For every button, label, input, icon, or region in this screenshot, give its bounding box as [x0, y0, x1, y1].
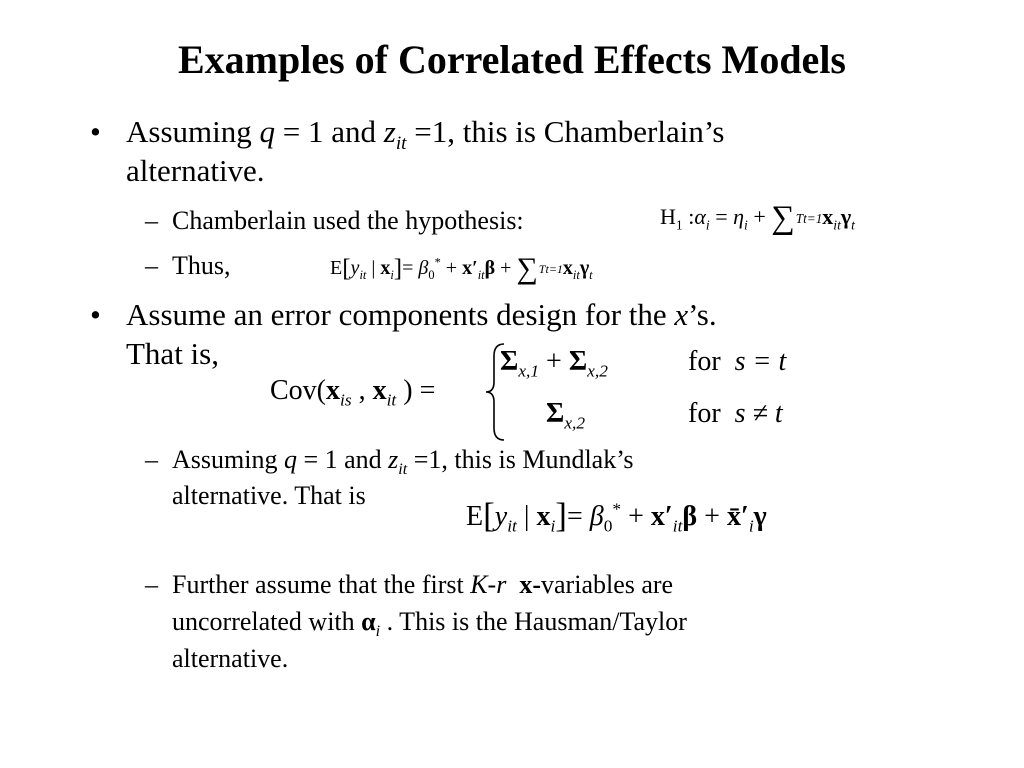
bullet-marker: • [90, 297, 101, 332]
sum-symbol: ∑ [516, 252, 538, 285]
eq-gamma: γ [753, 501, 767, 532]
eq-x-prime: x′ [650, 501, 673, 532]
text-run: = 1 and [296, 445, 389, 474]
eq-x: x [822, 204, 834, 229]
cases-row-1-condition [688, 346, 786, 378]
eq-sup: * [612, 499, 622, 519]
sub-bullet-4-line-1 [172, 568, 673, 602]
var-q: q [283, 445, 297, 474]
eq-sub: it [386, 390, 397, 410]
eq-x: x [326, 375, 340, 406]
eq-sub: 0 [603, 516, 613, 536]
bullet-1-line-2: alternative. [126, 153, 265, 188]
eq-sub: t [589, 268, 593, 282]
eq-sup: * [434, 255, 441, 270]
text-run: =1, this is Chamberlain’s [406, 114, 725, 149]
sub-bullet-1-text: Chamberlain used the hypothesis: [172, 206, 524, 235]
text-run: ’s. [688, 297, 717, 332]
text-run: variables are [541, 570, 674, 599]
eq-limit: t=1 [803, 211, 823, 227]
eq-x: x [562, 257, 573, 279]
eq-x-prime: x′ [462, 257, 478, 279]
var-k-r: K-r [470, 570, 507, 599]
var-x-bold: x- [519, 570, 542, 599]
eq-sub: i [550, 516, 556, 536]
eq-bracket: [ [483, 496, 495, 535]
equation-mundlak [466, 496, 767, 536]
text-run: Assuming [172, 445, 284, 474]
eq-sub: i [390, 268, 394, 282]
sub-bullet-3-line-2: alternative. That is [172, 481, 366, 510]
eq-sym: H [660, 204, 676, 229]
eq-sub: i [748, 516, 754, 536]
cases-row-2-condition [688, 398, 783, 430]
var-alpha-bold: α [361, 607, 376, 636]
text-run: = 1 and [275, 114, 384, 149]
eq-beta-bold: β [682, 501, 698, 532]
eq-sym: Cov( [270, 375, 326, 406]
equation-thus [330, 252, 593, 286]
eq-sub: is [340, 390, 352, 410]
bullet-2-line-1 [126, 296, 717, 333]
eq-limit: t=1 [545, 262, 563, 277]
eq-sigma: Σ [546, 398, 565, 429]
cases-row-1 [500, 346, 608, 381]
text-run: . This is the Hausman/Taylor [380, 607, 687, 636]
eq-sym: = [709, 204, 734, 229]
eq-sym: = [402, 257, 419, 279]
eq-sym: , [351, 375, 373, 406]
equation-h1 [660, 200, 855, 237]
eq-sub: x,1 [518, 361, 540, 381]
sub-bullet-marker: – [145, 251, 158, 280]
sub-bullet-marker: – [145, 570, 158, 599]
subscript: it [395, 133, 407, 155]
eq-beta-bold: β [484, 257, 496, 279]
eq-sym: ) = [396, 375, 436, 406]
eq-sub: it [507, 516, 517, 536]
eq-x: x [372, 375, 387, 406]
slide-title: Examples of Correlated Effects Models [177, 37, 846, 82]
sub-bullet-4-line-3: alternative. [172, 644, 289, 673]
eq-for: for [688, 398, 721, 429]
eq-sym: = [566, 501, 590, 532]
eq-sym: | [366, 257, 381, 279]
eq-sub: i [744, 217, 748, 233]
eq-x: x [380, 257, 391, 279]
var-z: z [383, 114, 396, 149]
eq-gamma: γ [579, 257, 590, 279]
var-q: q [259, 114, 275, 149]
eq-alpha: α [694, 204, 706, 229]
text-run: Assume an error components design for the [126, 297, 675, 332]
eq-sub: 0 [428, 268, 435, 282]
sub-bullet-marker: – [145, 445, 158, 474]
bullet-marker: • [90, 114, 101, 149]
eq-sym: + [440, 257, 463, 279]
eq-sub: it [477, 268, 485, 282]
sub-bullet-marker: – [145, 206, 158, 235]
eq-cond: s ≠ t [734, 398, 783, 429]
eq-y: y [494, 501, 508, 532]
eq-limit: T [538, 262, 546, 277]
equation-cov-lhs [270, 375, 436, 410]
eq-sym: + [495, 257, 517, 279]
eq-beta: β [589, 501, 604, 532]
eq-sub: it [359, 268, 367, 282]
eq-sub: it [672, 516, 683, 536]
eq-sym: + [539, 346, 569, 377]
eq-sub: 1 [675, 217, 683, 233]
eq-bracket: ] [555, 496, 567, 535]
eq-sym: E [466, 501, 484, 532]
eq-sym: E [330, 257, 343, 279]
eq-sym: | [516, 501, 537, 532]
eq-for: for [688, 346, 721, 377]
text-run: uncorrelated with [172, 607, 362, 636]
sub-bullet-2-text: Thus, [172, 251, 231, 280]
text-run: =1, this is Mundlak’s [407, 445, 634, 474]
text-run: Assuming [126, 114, 260, 149]
eq-gamma: γ [840, 204, 852, 229]
eq-sigma: Σ [500, 346, 519, 377]
cases-row-2 [546, 398, 586, 433]
var-x: x [674, 297, 689, 332]
text-run: Further assume that the first [172, 570, 471, 599]
eq-beta: β [418, 257, 429, 279]
eq-x: x [536, 501, 551, 532]
eq-sigma: Σ [568, 346, 588, 377]
sum-symbol: ∑ [771, 200, 795, 236]
eq-sym: + [747, 204, 772, 229]
eq-cond: s = t [734, 346, 787, 377]
eq-x-bar: x̄′ [726, 501, 749, 532]
eq-sub: it [572, 268, 580, 282]
bullet-2-line-2: That is, [126, 336, 219, 371]
eq-eta: η [733, 204, 745, 229]
eq-sub: i [705, 217, 710, 233]
eq-sym: : [682, 204, 695, 229]
subscript: it [398, 461, 408, 479]
eq-sub: x,2 [587, 361, 608, 381]
subscript: i [375, 623, 381, 641]
eq-sub: t [851, 217, 855, 233]
eq-y: y [350, 257, 360, 279]
eq-sym: + [621, 501, 651, 532]
eq-sub: x,2 [564, 413, 586, 433]
eq-sym: + [697, 501, 727, 532]
eq-limit: T [795, 211, 804, 227]
eq-bracket: ] [393, 255, 403, 282]
eq-sub: it [833, 217, 841, 233]
eq-bracket: [ [342, 255, 351, 282]
var-z: z [388, 445, 399, 474]
